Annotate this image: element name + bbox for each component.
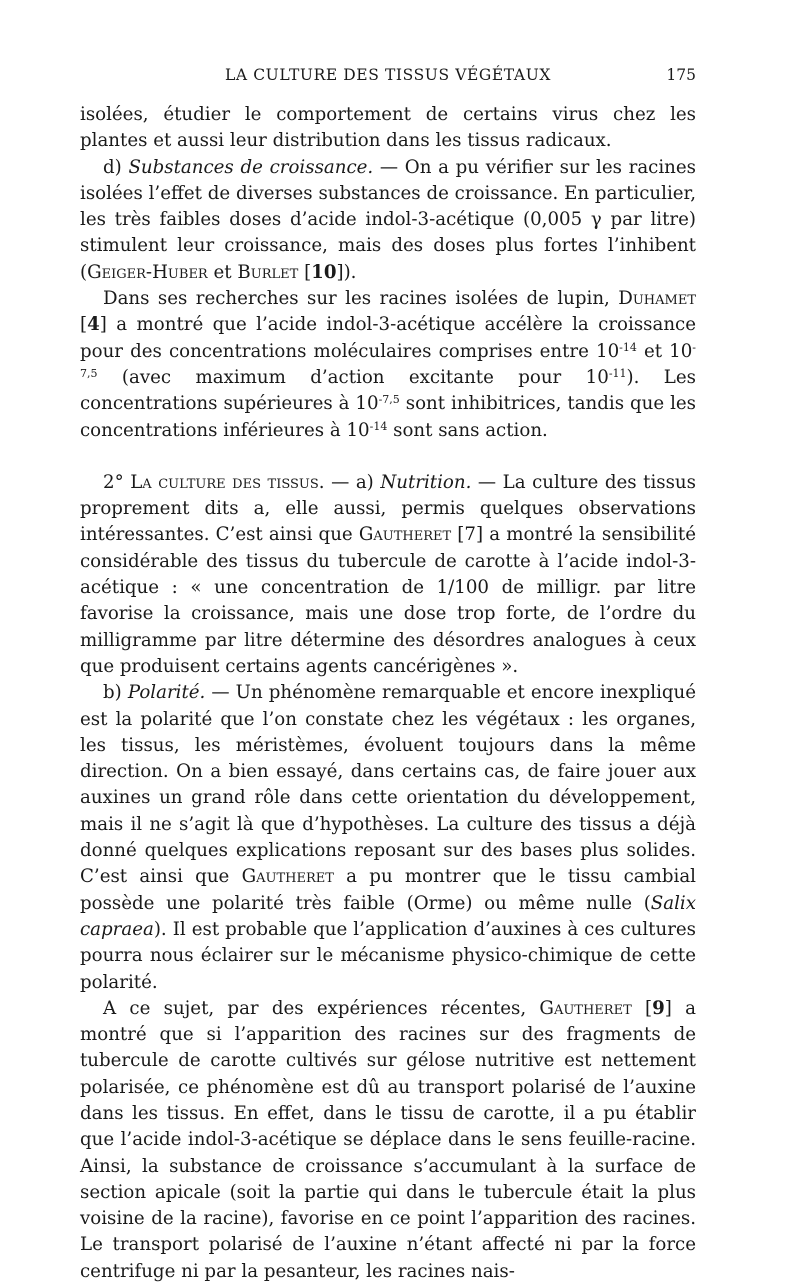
paragraph-polarity: b) Polarité. — Un phénomène remarquable et encore inexpliqué est la polarité que l’on constate chez les végétaux : les organes, les tissus, les méristèmes, évoluent toujours dans la même direction. On a bien essayé, dans certains cas, de faire jouer aux auxines un grand rôle dans cette orientation du développement, mais il ne s’agit là que d’hypothèses. La culture des tissus a déjà donné quelques explications reposant sur des bases plus solides. C’est ainsi que Gautheret a pu montrer que le tissu cambial possède une polarité très faible (Orme) ou même nulle (Salix capraea). Il est probable que l’application d’auxines à ces cultures pourra nous éclairer sur le mécanisme physico-chimique de cette polarité. <box>80 682 697 993</box>
exponent: -14 <box>369 419 388 433</box>
exponent: -7,5 <box>80 340 697 380</box>
running-title: LA CULTURE DES TISSUS VÉGÉTAUX <box>225 66 551 84</box>
paragraph-recent-experiments: A ce sujet, par des expériences récentes, Gautheret [9] a montré que si l’apparition des racines sur des fragments de tubercule de carotte cultivés sur gélose nutritive est nettement polarisée, ce phénomène est dû au transport polarisé de l’auxine dans les tissus. En effet, dans le tissu de carotte, il a pu établir que l’acide indol-3-acétique se déplace dans le sens feuille-racine. Ainsi, la substance de croissance s’accumulant à la surface de section apicale (soit la partie qui dans le tubercule était la plus voisine de la racine), favorise en ce point l’apparition des racines. Le transport polarisé de l’auxine n’étant affecté ni par la force centrifuge ni par la pesanteur, les racines nais- <box>80 997 696 1282</box>
section-gap <box>80 444 696 470</box>
running-header <box>80 62 696 88</box>
exponent: -11 <box>608 366 627 380</box>
paragraph-growth-substances: d) Substances de croissance. — On a pu vérifier sur les racines isolées l’effet de diverses substances de croissance. En particulier, les très faibles doses d’acide indol-3-acétique (0,005 γ par litre) stimulent leur croissance, mais des doses plus fortes l’inhibent (Geiger-Huber et Burlet [10]). <box>80 156 696 283</box>
section-heading: Substances de croissance. <box>128 156 374 178</box>
reference-number: 10 <box>311 261 337 283</box>
section-title: La culture des tissus. <box>130 471 325 493</box>
author-name: Geiger-Huber <box>87 261 208 283</box>
page-number: 175 <box>666 66 696 84</box>
author-name: Gautheret <box>539 997 632 1019</box>
exponent: -7,5 <box>378 393 400 407</box>
species-name: Salix capraea <box>80 892 696 940</box>
section-number: 2° <box>103 471 124 493</box>
reference-number: 4 <box>87 314 100 336</box>
section-heading: Polarité. <box>127 682 206 704</box>
author-name: Gautheret <box>358 524 452 546</box>
page <box>80 62 696 1285</box>
section-label: b) <box>103 682 122 704</box>
paragraph-tissue-culture: 2° La culture des tissus. — a) Nutrition. — La culture des tissus proprement dits a, elle aussi, permis quelques observations intéressantes. C’est ainsi que Gautheret [7] a montré la sensibilité considérable des tissus du tubercule de carotte à l’acide indol-3-acétique : « une concentration de 1/100 de milligr. par litre favorise la croissance, mais une dose trop forte, de l’ordre du milligramme par litre détermine des désordres analogues à ceux que produisent certains agents cancérigènes ». <box>80 471 696 677</box>
exponent: -14 <box>619 340 637 354</box>
section-label: d) <box>103 156 122 178</box>
author-name: Gautheret <box>241 866 334 888</box>
subsection-heading: Nutrition. <box>380 471 472 493</box>
paragraph-duhamet: Dans ses recherches sur les racines isolées de lupin, Duhamet [4] a montré que l’acide indol-3-acétique accélère la croissance pour des concentrations moléculaires comprises entre $10^{-14}$ et $10^{-7,5}$ (avec maximum d’action excitante pour $10^{-11}$). Les concentrations supérieures à $10^{-7,5}$ sont inhibitrices, tandis que les concentrations inférieures à $10^{-14}$ sont sans action. <box>80 288 697 441</box>
paragraph-1: isolées, étudier le comportement de certains virus chez les plantes et aussi leur distribution dans les tissus radicaux. <box>80 104 696 152</box>
author-name: Duhamet <box>618 288 696 310</box>
reference-number: 9 <box>652 997 665 1019</box>
author-name: Burlet <box>237 261 299 283</box>
